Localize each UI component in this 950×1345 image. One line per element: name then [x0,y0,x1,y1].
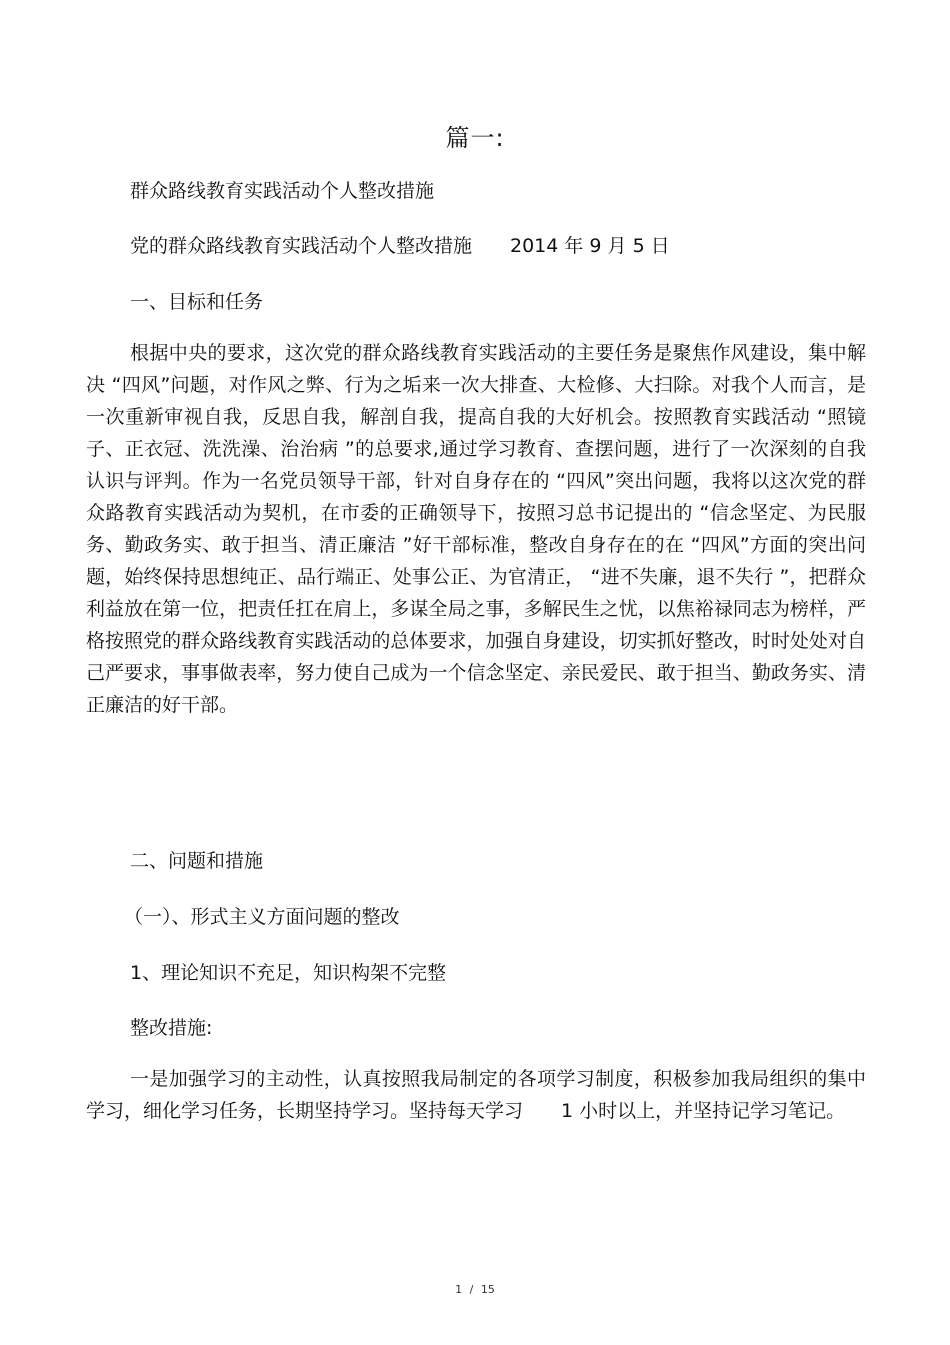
section1-heading: 一、目标和任务 [130,291,264,313]
page-number [0,1283,950,1296]
measures-label: 整改措施: [130,1017,213,1039]
document-subtitle: 群众路线教育实践活动个人整改措施 [130,180,435,202]
section1-paragraph: 根据中央的要求，这次党的群众路线教育实践活动的主要任务是聚焦作风建设，集中解决 “四风”问题，对作风之弊、行为之垢来一次大排查、大检修、大扫除。对我个人而言，是一次重新审视自我，反思自我，解剖自我，提高自我的大好机会。按照教育实践活动 “照镜子、正衣冠、洗洗澡、治治病 ”的总要求,通过学习教育、查摆问题，进行了一次深刻的自我认识与评判。作为一名党员领导干部，针对自身存在的 “四风”突出问题，我将以这次党的群众路教育实践活动为契机，在市委的正确领导下，按照习总书记提出的 “信念坚定、为民服务、勤政务实、敢于担当、清正廉洁 ”好干部标准，整改自身存在的在 “四风”方面的突出问题，始终保持思想纯正、品行端正、处事公正、为官清正， “进不失廉，退不失行 ”，把群众利益放在第一位，把责任扛在肩上，多谋全局之事，多解民生之忧，以焦裕禄同志为榜样，严格按照党的群众路线教育实践活动的总体要求，加强自身建设，切实抓好整改，时时处处对自己严要求，事事做表率，努力使自己成为一个信念坚定、亲民爱民、敢于担当、勤政务实、清正廉洁的好干部。 [86,342,866,716]
subsection1-heading: （一）、形式主义方面问题的整改 [124,906,400,928]
item1-heading: 1、理论知识不充足，知识构架不完整 [130,962,447,984]
total-pages-number: 15 [480,1283,495,1296]
section2-heading: 二、问题和措施 [130,850,264,872]
current-page-number: 1 [455,1283,463,1296]
document-heading: 篇一: [445,124,505,152]
document-title-date: 党的群众路线教育实践活动个人整改措施 2014 年 9 月 5 日 [130,235,670,257]
measure1-paragraph: 一是加强学习的主动性，认真按照我局制定的各项学习制度，积极参加我局组织的集中学习，细化学习任务，长期坚持学习。坚持每天学习 1 小时以上，并坚持记学习笔记。 [86,1068,866,1122]
page-separator: / [469,1283,474,1296]
